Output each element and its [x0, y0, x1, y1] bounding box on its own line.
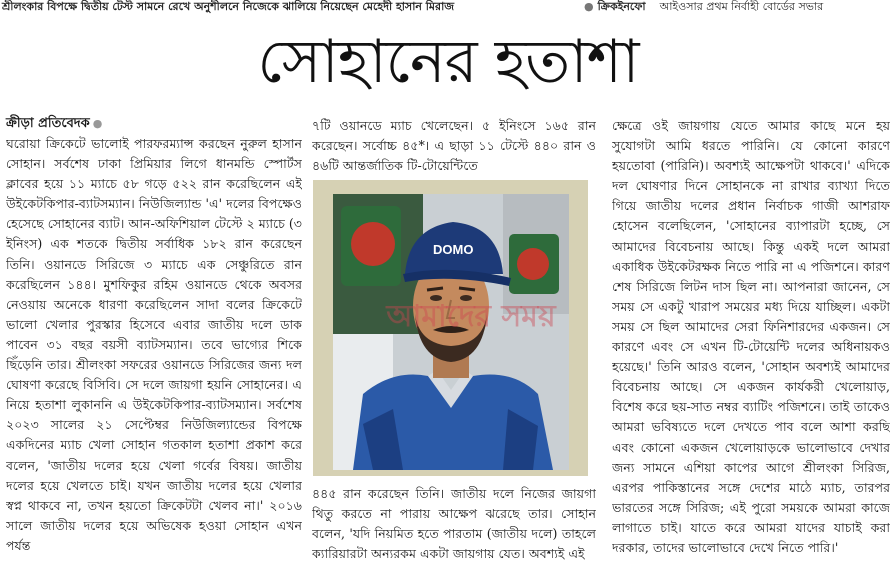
ticker-text: আইওসার প্রথম নির্বাহী বোর্ডের সভার [659, 0, 824, 13]
headline: সোহানের হতাশা [257, 27, 639, 97]
cap-logo-text: DOMO [433, 242, 474, 257]
player-photo [333, 194, 569, 470]
ticker-right [584, 0, 823, 14]
article-column-3: ক্ষেত্রে ওই জায়গায় যেতে আমার কাছে মনে হয় সুযোগটা আমি ধরতে পারিনি। যে কোনো কারণে হয়তোবা (পারিনি)। অবশ্যই আক্ষেপটা থাকবে।' এদিকে দল ঘোষণার দিনে সোহানকে না রাখার ব্যাখ্যা দিতে গিয়ে জাতীয় দলের প্রধান নির্বাচক গাজী আশরাফ হোসেন বলেছিলেন, 'সোহানের ব্যাপারটা হচ্ছে, সে আমাদের বিবেচনায় আছে। কিন্তু একই দলে আমরা একাধিক উইকেটরক্ষক নিতে পারি না এ পজিশনে। কারণ শেষ সিরিজে লিটন দাস ছিল না। আপনারা জানেন, সে সময় সে একটু খারাপ সময়ের মধ্য দিয়ে যাচ্ছিল। একটা সময় সে ছিল আমাদের সেরা ফিনিশারদের একজন। সে কারণে এবং সে এখন টি-টোয়েন্টি দলের অধিনায়কও হয়েছে।' তিনি আরও বলেন, 'সোহান অবশ্যই আমাদের বিবেচনায় আছে। সে একজন কার্যকরী খেলোয়াড়, বিশেষ করে ছয়-সাত নম্বর ব্যাটিং পজিশনে। তাই তাকেও আমরা ভবিষ্যতে দলে দেখতে পাব বলে আশা করছি এবং কোনো একজন খেলোয়াড়কে ভালোভাবে দেখার জন্য সামনে এশিয়া কাপের আগে শ্রীলংকা সিরিজ, এরপর পাকিস্তানের সঙ্গে দেশের মাঠে ম্যাচ, তারপর ভারতের সঙ্গে সিরিজ; এই পুরো সময়কে আমরা কাজে লাগাতে চাই। যাতে করে আমরা যাদের যাচাই করা দরকার, তাদের ভালোভাবে দেখে নিতে পারি।' [612, 118, 890, 555]
bullet-icon: ● [92, 117, 103, 130]
ticker-category: ক্রিকইনফো [597, 0, 646, 13]
ticker-headline: শ্রীলংকার বিপক্ষে দ্বিতীয় টেস্ট সামনে রেখে অনুশীলনে নিজেকে ঝালিয়ে নিয়েছেন মেহেদী হাসান মিরাজ [2, 0, 455, 13]
article-column-1: ঘরোয়া ক্রিকেটে ভালোই পারফরম্যান্স করছেন নুরুল হাসান সোহান। সর্বশেষ ঢাকা প্রিমিয়ার লিগে ধানমন্ডি স্পোর্টস ক্লাবের হয়ে ১১ ম্যাচে ৫৮ গড়ে ৫২২ রান করেছিলেন এই উইকেটকিপার-ব্যাটসম্যান। নিউজিল্যান্ড 'এ' দলের বিপক্ষেও হেসেছে সোহানের ব্যাট। আন-অফিশিয়াল টেস্টে ২ ম্যাচে (৩ ইনিংস) এক শতকে দ্বিতীয় সর্বাধিক ১৮২ রান করেছেন তিনি। ওয়ানডে সিরিজে ৩ ম্যাচে এক সেঞ্চুরিতে রান করেছিলেন ১৪৪। মুশফিকুর রহিম ওয়ানডে থেকে অবসর নেওয়ায় অনেকে ধারণা করেছিলেন সাদা বলের ক্রিকেটে ভালো খেলার পুরস্কার হিসেবে এবার জাতীয় দলে ডাক পাবেন ৩১ বছর বয়সী ব্যাটসম্যান। তবে ভাগ্যের শিকে ছিঁড়েনি তার। শ্রীলংকা সফরের ওয়ানডে সিরিজের জন্য দল ঘোষণা করেছে বিসিবি। সে দলে জায়গা হয়নি সোহানের। এ নিয়ে হতাশা লুকাননি এ উইকেটকিপার-ব্যাটসম্যান। সর্বশেষ ২০২৩ সালের ২১ সেপ্টেম্বর নিউজিল্যান্ডের বিপক্ষে একদিনের ম্যাচ খেলা সোহান গতকাল হতাশা প্রকাশ করে বলেন, 'জাতীয় দলের হয়ে খেলা গর্বের বিষয়। জাতীয় দলের হয়ে খেলতে চাই। যখন জাতীয় দলের হয়ে খেলার স্বপ্ন থাকবে না, তখন হয়তো ক্রিকেটটা খেলব না।' ২০১৬ সালে জাতীয় দলের হয়ে অভিষেক হওয়া সোহান এখন পর্যন্ত [6, 136, 302, 553]
top-ticker [0, 0, 896, 16]
watermark-logo: আমাদের সময় [386, 299, 556, 334]
article-column-2-top: ৭টি ওয়ানডে ম্যাচ খেলেছেন। ৫ ইনিংসে ১৬৫ রান করেছেন। সর্বোচ্চ ৪৫*। এ ছাড়া ১১ টেস্টে ৪৪০ রান ও ৪৬টি আন্তর্জাতিক টি-টোয়েন্টিতে [312, 118, 596, 174]
bullet-icon: ● [584, 0, 594, 13]
photo-frame [313, 180, 588, 476]
byline-text: ক্রীড়া প্রতিবেদক [6, 116, 90, 131]
byline [6, 114, 102, 134]
article-column-2-bottom: ৪৪৫ রান করেছেন তিনি। জাতীয় দলে নিজের জায়গা থিতু করতে না পারায় আক্ষেপ ঝরেছে তার। সোহান বলেন, 'যদি নিয়মিত হতে পারতাম (জাতীয় দলে) তাহলে ক্যারিয়ারটা অন্যরকম একটা জায়গায় যেত। অবশ্যই এই [312, 486, 596, 562]
